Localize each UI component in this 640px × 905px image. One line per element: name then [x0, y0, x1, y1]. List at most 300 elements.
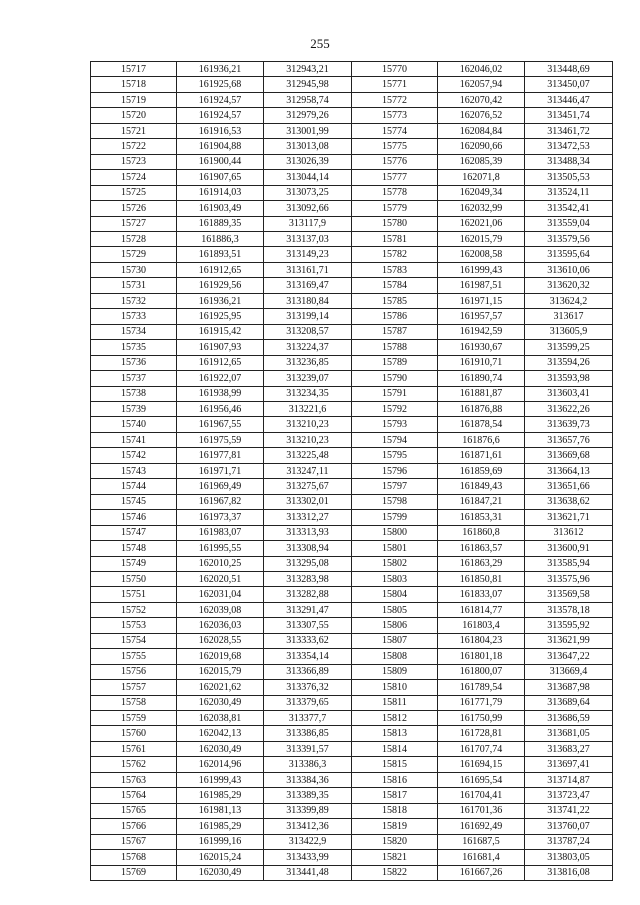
left-y-coordinate-cell: 313044,14: [264, 170, 352, 185]
table-row: [91, 231, 613, 246]
left-x-coordinate-cell: 161925,68: [177, 77, 264, 92]
table-row: [91, 819, 613, 834]
right-x-coordinate-cell: 161863,29: [438, 556, 525, 571]
right-x-coordinate-cell: 162090,66: [438, 139, 525, 154]
left-x-coordinate-cell: 161903,49: [177, 201, 264, 216]
table-row: [91, 309, 613, 324]
table-row: [91, 247, 613, 262]
right-x-coordinate-cell: 161750,99: [438, 711, 525, 726]
left-y-coordinate-cell: 313221,6: [264, 401, 352, 416]
right-point-number-cell: 15770: [352, 62, 438, 77]
table-row: [91, 170, 613, 185]
left-y-coordinate-cell: 313224,37: [264, 340, 352, 355]
page-number: 255: [310, 36, 330, 51]
right-point-number-cell: 15815: [352, 757, 438, 772]
table-row: [91, 463, 613, 478]
left-y-coordinate-cell: 313001,99: [264, 123, 352, 138]
right-y-coordinate-cell: 313461,72: [525, 123, 613, 138]
left-x-coordinate-cell: 161967,55: [177, 417, 264, 432]
right-x-coordinate-cell: 161999,43: [438, 262, 525, 277]
table-row: [91, 571, 613, 586]
right-y-coordinate-cell: 313472,53: [525, 139, 613, 154]
table-row: [91, 108, 613, 123]
left-x-coordinate-cell: 161969,49: [177, 479, 264, 494]
table-row: [91, 525, 613, 540]
left-point-number-cell: 15739: [91, 401, 177, 416]
left-point-number-cell: 15730: [91, 262, 177, 277]
right-x-coordinate-cell: 161687,5: [438, 834, 525, 849]
left-y-coordinate-cell: 313137,03: [264, 231, 352, 246]
left-x-coordinate-cell: 161971,71: [177, 463, 264, 478]
left-y-coordinate-cell: 313282,88: [264, 587, 352, 602]
right-point-number-cell: 15795: [352, 448, 438, 463]
right-y-coordinate-cell: 313569,58: [525, 587, 613, 602]
left-y-coordinate-cell: 313386,3: [264, 757, 352, 772]
table-row: [91, 201, 613, 216]
left-point-number-cell: 15721: [91, 123, 177, 138]
right-x-coordinate-cell: 161849,43: [438, 479, 525, 494]
right-point-number-cell: 15776: [352, 154, 438, 169]
right-point-number-cell: 15787: [352, 324, 438, 339]
table-row: [91, 417, 613, 432]
table-row: [91, 494, 613, 509]
table-row: [91, 432, 613, 447]
table-row: [91, 602, 613, 617]
left-point-number-cell: 15768: [91, 850, 177, 865]
right-y-coordinate-cell: 313741,22: [525, 803, 613, 818]
table-row: [91, 711, 613, 726]
left-x-coordinate-cell: 161893,51: [177, 247, 264, 262]
right-y-coordinate-cell: 313816,08: [525, 865, 613, 880]
left-y-coordinate-cell: 313026,39: [264, 154, 352, 169]
right-x-coordinate-cell: 161850,81: [438, 571, 525, 586]
left-x-coordinate-cell: 161936,21: [177, 62, 264, 77]
left-x-coordinate-cell: 161977,81: [177, 448, 264, 463]
right-point-number-cell: 15810: [352, 680, 438, 695]
left-point-number-cell: 15736: [91, 355, 177, 370]
left-point-number-cell: 15752: [91, 602, 177, 617]
right-x-coordinate-cell: 162084,84: [438, 123, 525, 138]
left-point-number-cell: 15729: [91, 247, 177, 262]
table-row: [91, 340, 613, 355]
right-point-number-cell: 15783: [352, 262, 438, 277]
left-point-number-cell: 15761: [91, 741, 177, 756]
left-y-coordinate-cell: 313013,08: [264, 139, 352, 154]
left-x-coordinate-cell: 162028,55: [177, 633, 264, 648]
right-point-number-cell: 15818: [352, 803, 438, 818]
right-y-coordinate-cell: 313446,47: [525, 92, 613, 107]
left-point-number-cell: 15741: [91, 432, 177, 447]
right-y-coordinate-cell: 313647,22: [525, 649, 613, 664]
right-x-coordinate-cell: 162085,39: [438, 154, 525, 169]
right-x-coordinate-cell: 161957,57: [438, 309, 525, 324]
table-row: [91, 216, 613, 231]
right-y-coordinate-cell: 313594,26: [525, 355, 613, 370]
right-point-number-cell: 15819: [352, 819, 438, 834]
right-point-number-cell: 15799: [352, 510, 438, 525]
left-point-number-cell: 15720: [91, 108, 177, 123]
left-point-number-cell: 15769: [91, 865, 177, 880]
right-point-number-cell: 15792: [352, 401, 438, 416]
left-x-coordinate-cell: 161900,44: [177, 154, 264, 169]
right-y-coordinate-cell: 313620,32: [525, 278, 613, 293]
right-y-coordinate-cell: 313669,4: [525, 664, 613, 679]
right-point-number-cell: 15793: [352, 417, 438, 432]
left-y-coordinate-cell: 313247,11: [264, 463, 352, 478]
right-point-number-cell: 15796: [352, 463, 438, 478]
left-y-coordinate-cell: 313313,93: [264, 525, 352, 540]
table-row: [91, 633, 613, 648]
left-point-number-cell: 15727: [91, 216, 177, 231]
right-point-number-cell: 15814: [352, 741, 438, 756]
left-y-coordinate-cell: 313210,23: [264, 417, 352, 432]
left-y-coordinate-cell: 313283,98: [264, 571, 352, 586]
left-y-coordinate-cell: 313239,07: [264, 371, 352, 386]
table-row: [91, 77, 613, 92]
right-y-coordinate-cell: 313697,41: [525, 757, 613, 772]
right-y-coordinate-cell: 313686,59: [525, 711, 613, 726]
left-x-coordinate-cell: 161936,21: [177, 293, 264, 308]
left-point-number-cell: 15750: [91, 571, 177, 586]
right-x-coordinate-cell: 161930,67: [438, 340, 525, 355]
right-y-coordinate-cell: 313687,98: [525, 680, 613, 695]
right-x-coordinate-cell: 162076,52: [438, 108, 525, 123]
table-row: [91, 479, 613, 494]
left-y-coordinate-cell: 313379,65: [264, 695, 352, 710]
left-y-coordinate-cell: 313333,62: [264, 633, 352, 648]
left-y-coordinate-cell: 313354,14: [264, 649, 352, 664]
left-x-coordinate-cell: 161973,37: [177, 510, 264, 525]
left-x-coordinate-cell: 161938,99: [177, 386, 264, 401]
right-point-number-cell: 15820: [352, 834, 438, 849]
right-y-coordinate-cell: 313559,04: [525, 216, 613, 231]
left-x-coordinate-cell: 162010,25: [177, 556, 264, 571]
right-x-coordinate-cell: 161681,4: [438, 850, 525, 865]
right-x-coordinate-cell: 161876,6: [438, 432, 525, 447]
left-x-coordinate-cell: 162030,49: [177, 741, 264, 756]
right-point-number-cell: 15780: [352, 216, 438, 231]
left-x-coordinate-cell: 161999,16: [177, 834, 264, 849]
right-y-coordinate-cell: 313578,18: [525, 602, 613, 617]
right-point-number-cell: 15788: [352, 340, 438, 355]
right-y-coordinate-cell: 313542,41: [525, 201, 613, 216]
right-y-coordinate-cell: 313621,99: [525, 633, 613, 648]
right-y-coordinate-cell: 313579,56: [525, 231, 613, 246]
left-x-coordinate-cell: 161981,13: [177, 803, 264, 818]
table-row: [91, 649, 613, 664]
table-row: [91, 185, 613, 200]
right-x-coordinate-cell: 161910,71: [438, 355, 525, 370]
left-point-number-cell: 15740: [91, 417, 177, 432]
right-point-number-cell: 15775: [352, 139, 438, 154]
left-y-coordinate-cell: 313275,67: [264, 479, 352, 494]
right-x-coordinate-cell: 161728,81: [438, 726, 525, 741]
right-y-coordinate-cell: 313639,73: [525, 417, 613, 432]
table-row: [91, 123, 613, 138]
left-y-coordinate-cell: 313441,48: [264, 865, 352, 880]
right-y-coordinate-cell: 313681,05: [525, 726, 613, 741]
right-x-coordinate-cell: 161800,07: [438, 664, 525, 679]
left-x-coordinate-cell: 161916,53: [177, 123, 264, 138]
right-point-number-cell: 15777: [352, 170, 438, 185]
left-point-number-cell: 15734: [91, 324, 177, 339]
left-y-coordinate-cell: 312958,74: [264, 92, 352, 107]
right-point-number-cell: 15771: [352, 77, 438, 92]
table-row: [91, 772, 613, 787]
right-point-number-cell: 15782: [352, 247, 438, 262]
right-y-coordinate-cell: 313723,47: [525, 788, 613, 803]
table-row: [91, 92, 613, 107]
left-point-number-cell: 15747: [91, 525, 177, 540]
right-x-coordinate-cell: 161876,88: [438, 401, 525, 416]
right-x-coordinate-cell: 161881,87: [438, 386, 525, 401]
right-x-coordinate-cell: 161771,79: [438, 695, 525, 710]
right-x-coordinate-cell: 161942,59: [438, 324, 525, 339]
right-y-coordinate-cell: 313803,05: [525, 850, 613, 865]
right-point-number-cell: 15789: [352, 355, 438, 370]
right-x-coordinate-cell: 161971,15: [438, 293, 525, 308]
left-x-coordinate-cell: 161985,29: [177, 788, 264, 803]
left-point-number-cell: 15742: [91, 448, 177, 463]
table-row: [91, 401, 613, 416]
right-point-number-cell: 15808: [352, 649, 438, 664]
table-row: [91, 587, 613, 602]
left-y-coordinate-cell: 313422,9: [264, 834, 352, 849]
left-y-coordinate-cell: 313433,99: [264, 850, 352, 865]
right-point-number-cell: 15812: [352, 711, 438, 726]
right-x-coordinate-cell: 162049,34: [438, 185, 525, 200]
left-point-number-cell: 15760: [91, 726, 177, 741]
left-point-number-cell: 15763: [91, 772, 177, 787]
left-x-coordinate-cell: 162042,13: [177, 726, 264, 741]
left-x-coordinate-cell: 162030,49: [177, 865, 264, 880]
table-row: [91, 541, 613, 556]
right-y-coordinate-cell: 313638,62: [525, 494, 613, 509]
table-row: [91, 355, 613, 370]
right-y-coordinate-cell: 313488,34: [525, 154, 613, 169]
right-x-coordinate-cell: 161859,69: [438, 463, 525, 478]
left-point-number-cell: 15723: [91, 154, 177, 169]
left-y-coordinate-cell: 313366,89: [264, 664, 352, 679]
left-point-number-cell: 15717: [91, 62, 177, 77]
left-y-coordinate-cell: 313117,9: [264, 216, 352, 231]
left-point-number-cell: 15719: [91, 92, 177, 107]
left-point-number-cell: 15735: [91, 340, 177, 355]
table-row: [91, 293, 613, 308]
left-y-coordinate-cell: 313208,57: [264, 324, 352, 339]
right-point-number-cell: 15773: [352, 108, 438, 123]
table-row: [91, 680, 613, 695]
left-point-number-cell: 15718: [91, 77, 177, 92]
right-point-number-cell: 15791: [352, 386, 438, 401]
right-y-coordinate-cell: 313787,24: [525, 834, 613, 849]
right-x-coordinate-cell: 161871,61: [438, 448, 525, 463]
right-y-coordinate-cell: 313622,26: [525, 401, 613, 416]
right-x-coordinate-cell: 161803,4: [438, 618, 525, 633]
right-y-coordinate-cell: 313689,64: [525, 695, 613, 710]
right-x-coordinate-cell: 162008,58: [438, 247, 525, 262]
left-x-coordinate-cell: 161912,65: [177, 355, 264, 370]
right-y-coordinate-cell: 313600,91: [525, 541, 613, 556]
right-x-coordinate-cell: 161701,36: [438, 803, 525, 818]
right-point-number-cell: 15807: [352, 633, 438, 648]
left-point-number-cell: 15726: [91, 201, 177, 216]
right-point-number-cell: 15809: [352, 664, 438, 679]
right-point-number-cell: 15802: [352, 556, 438, 571]
right-y-coordinate-cell: 313664,13: [525, 463, 613, 478]
right-point-number-cell: 15822: [352, 865, 438, 880]
right-y-coordinate-cell: 313760,07: [525, 819, 613, 834]
right-y-coordinate-cell: 313610,06: [525, 262, 613, 277]
left-x-coordinate-cell: 161975,59: [177, 432, 264, 447]
left-y-coordinate-cell: 313376,32: [264, 680, 352, 695]
right-point-number-cell: 15778: [352, 185, 438, 200]
table-row: [91, 618, 613, 633]
left-y-coordinate-cell: 313391,57: [264, 741, 352, 756]
right-point-number-cell: 15786: [352, 309, 438, 324]
left-y-coordinate-cell: 313412,36: [264, 819, 352, 834]
left-point-number-cell: 15762: [91, 757, 177, 772]
right-y-coordinate-cell: 313448,69: [525, 62, 613, 77]
right-point-number-cell: 15797: [352, 479, 438, 494]
left-point-number-cell: 15754: [91, 633, 177, 648]
left-x-coordinate-cell: 162020,51: [177, 571, 264, 586]
right-y-coordinate-cell: 313524,11: [525, 185, 613, 200]
left-x-coordinate-cell: 161985,29: [177, 819, 264, 834]
table-row: [91, 834, 613, 849]
table-row: [91, 726, 613, 741]
left-point-number-cell: 15737: [91, 371, 177, 386]
left-y-coordinate-cell: 313384,36: [264, 772, 352, 787]
right-y-coordinate-cell: 313599,25: [525, 340, 613, 355]
left-x-coordinate-cell: 161886,3: [177, 231, 264, 246]
right-x-coordinate-cell: 161863,57: [438, 541, 525, 556]
left-x-coordinate-cell: 162031,04: [177, 587, 264, 602]
left-point-number-cell: 15724: [91, 170, 177, 185]
table-row: [91, 262, 613, 277]
left-x-coordinate-cell: 161904,88: [177, 139, 264, 154]
left-y-coordinate-cell: 313236,85: [264, 355, 352, 370]
left-y-coordinate-cell: 313308,94: [264, 541, 352, 556]
right-y-coordinate-cell: 313669,68: [525, 448, 613, 463]
right-x-coordinate-cell: 161814,77: [438, 602, 525, 617]
right-y-coordinate-cell: 313585,94: [525, 556, 613, 571]
right-y-coordinate-cell: 313605,9: [525, 324, 613, 339]
right-x-coordinate-cell: 161860,8: [438, 525, 525, 540]
left-point-number-cell: 15732: [91, 293, 177, 308]
left-x-coordinate-cell: 162019,68: [177, 649, 264, 664]
right-x-coordinate-cell: 162057,94: [438, 77, 525, 92]
right-x-coordinate-cell: 161890,74: [438, 371, 525, 386]
left-point-number-cell: 15745: [91, 494, 177, 509]
left-x-coordinate-cell: 161929,56: [177, 278, 264, 293]
left-point-number-cell: 15744: [91, 479, 177, 494]
table-row: [91, 757, 613, 772]
right-x-coordinate-cell: 162015,79: [438, 231, 525, 246]
right-y-coordinate-cell: 313612: [525, 525, 613, 540]
left-point-number-cell: 15751: [91, 587, 177, 602]
right-point-number-cell: 15781: [352, 231, 438, 246]
right-x-coordinate-cell: 161707,74: [438, 741, 525, 756]
right-x-coordinate-cell: 161987,51: [438, 278, 525, 293]
left-x-coordinate-cell: 161999,43: [177, 772, 264, 787]
right-y-coordinate-cell: 313683,27: [525, 741, 613, 756]
left-x-coordinate-cell: 161925,95: [177, 309, 264, 324]
left-point-number-cell: 15738: [91, 386, 177, 401]
left-y-coordinate-cell: 313092,66: [264, 201, 352, 216]
right-x-coordinate-cell: 161692,49: [438, 819, 525, 834]
right-x-coordinate-cell: 162032,99: [438, 201, 525, 216]
left-y-coordinate-cell: 313295,08: [264, 556, 352, 571]
left-x-coordinate-cell: 161907,93: [177, 340, 264, 355]
left-y-coordinate-cell: 313399,89: [264, 803, 352, 818]
left-y-coordinate-cell: 313389,35: [264, 788, 352, 803]
right-x-coordinate-cell: 161695,54: [438, 772, 525, 787]
right-y-coordinate-cell: 313595,64: [525, 247, 613, 262]
right-y-coordinate-cell: 313603,41: [525, 386, 613, 401]
left-x-coordinate-cell: 161914,03: [177, 185, 264, 200]
left-point-number-cell: 15766: [91, 819, 177, 834]
right-point-number-cell: 15811: [352, 695, 438, 710]
left-point-number-cell: 15759: [91, 711, 177, 726]
coordinates-table: [90, 61, 613, 881]
right-point-number-cell: 15806: [352, 618, 438, 633]
table-row: [91, 865, 613, 880]
left-point-number-cell: 15743: [91, 463, 177, 478]
right-y-coordinate-cell: 313595,92: [525, 618, 613, 633]
right-x-coordinate-cell: 161789,54: [438, 680, 525, 695]
table-row: [91, 741, 613, 756]
left-y-coordinate-cell: 313169,47: [264, 278, 352, 293]
right-y-coordinate-cell: 313505,53: [525, 170, 613, 185]
left-point-number-cell: 15767: [91, 834, 177, 849]
right-point-number-cell: 15821: [352, 850, 438, 865]
left-x-coordinate-cell: 162015,24: [177, 850, 264, 865]
left-point-number-cell: 15731: [91, 278, 177, 293]
table-row: [91, 278, 613, 293]
right-x-coordinate-cell: 161694,15: [438, 757, 525, 772]
table-row: [91, 386, 613, 401]
right-point-number-cell: 15774: [352, 123, 438, 138]
left-x-coordinate-cell: 162015,79: [177, 664, 264, 679]
left-y-coordinate-cell: 313234,35: [264, 386, 352, 401]
left-y-coordinate-cell: 312943,21: [264, 62, 352, 77]
right-y-coordinate-cell: 313450,07: [525, 77, 613, 92]
right-point-number-cell: 15805: [352, 602, 438, 617]
right-x-coordinate-cell: 161878,54: [438, 417, 525, 432]
right-y-coordinate-cell: 313624,2: [525, 293, 613, 308]
left-y-coordinate-cell: 313291,47: [264, 602, 352, 617]
right-x-coordinate-cell: 161833,07: [438, 587, 525, 602]
right-point-number-cell: 15813: [352, 726, 438, 741]
left-point-number-cell: 15722: [91, 139, 177, 154]
coordinates-table-body: [91, 62, 613, 881]
left-x-coordinate-cell: 161995,55: [177, 541, 264, 556]
right-y-coordinate-cell: 313593,98: [525, 371, 613, 386]
left-y-coordinate-cell: 313161,71: [264, 262, 352, 277]
left-y-coordinate-cell: 313225,48: [264, 448, 352, 463]
left-point-number-cell: 15764: [91, 788, 177, 803]
left-x-coordinate-cell: 162039,08: [177, 602, 264, 617]
right-point-number-cell: 15817: [352, 788, 438, 803]
left-y-coordinate-cell: 313377,7: [264, 711, 352, 726]
table-row: [91, 664, 613, 679]
right-x-coordinate-cell: 162021,06: [438, 216, 525, 231]
right-y-coordinate-cell: 313575,96: [525, 571, 613, 586]
left-x-coordinate-cell: 161889,35: [177, 216, 264, 231]
left-x-coordinate-cell: 161983,07: [177, 525, 264, 540]
right-point-number-cell: 15794: [352, 432, 438, 447]
